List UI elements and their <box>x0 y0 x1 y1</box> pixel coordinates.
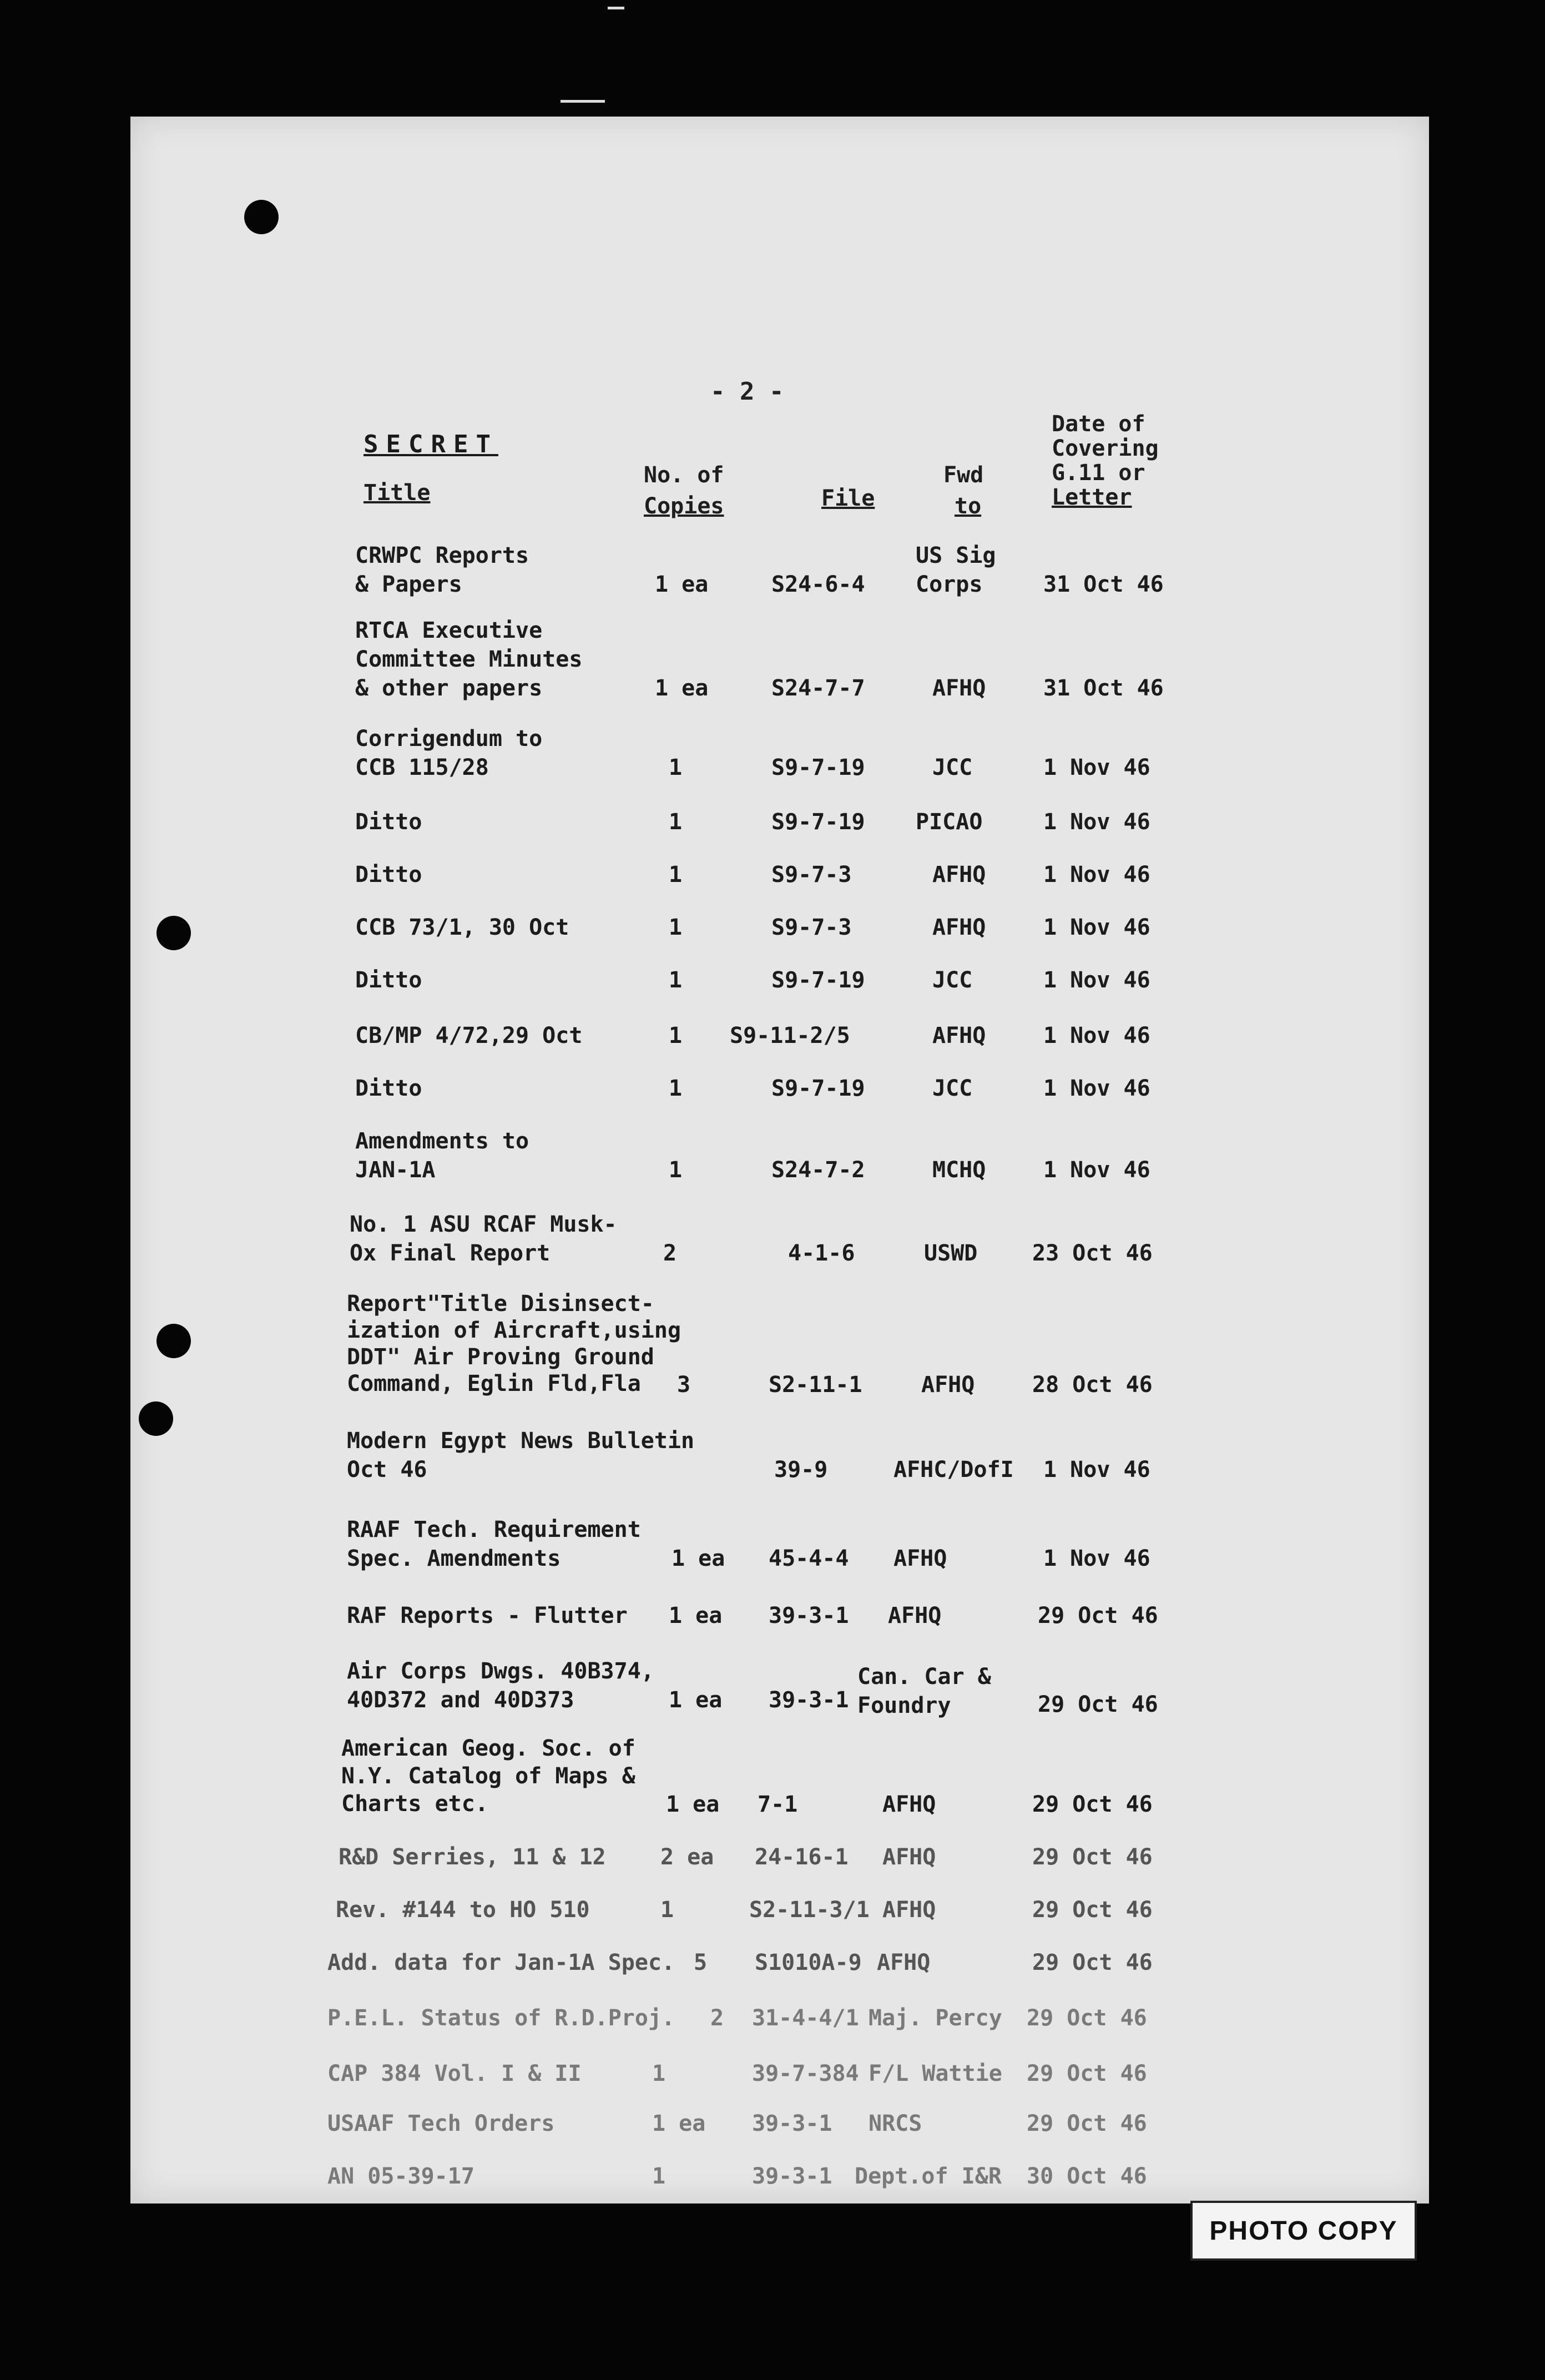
row-copies: 3 <box>677 1372 691 1398</box>
row-date: 1 Nov 46 <box>1043 1157 1150 1183</box>
row-date: 1 Nov 46 <box>1043 809 1150 835</box>
row-file: 45-4-4 <box>769 1546 849 1571</box>
row-date: 1 Nov 46 <box>1043 1457 1150 1483</box>
row-date: 1 Nov 46 <box>1043 755 1150 780</box>
row-date: 29 Oct 46 <box>1032 1897 1153 1923</box>
row-file: S9-7-19 <box>771 755 865 780</box>
header-title-label: Title <box>363 480 431 506</box>
header-title <box>363 477 430 508</box>
row-date: 29 Oct 46 <box>1032 1950 1153 1975</box>
row-date: 31 Oct 46 <box>1043 572 1164 597</box>
row-forwarded-to: JCC <box>932 967 973 993</box>
row-copies: 1 ea <box>671 1546 725 1571</box>
row-file: S24-6-4 <box>771 572 865 597</box>
photocopy-stamp: PHOTO COPY <box>1190 2201 1417 2261</box>
row-file: 4-1-6 <box>788 1241 855 1266</box>
row-file: S9-7-3 <box>771 862 852 888</box>
header-copies <box>644 460 724 522</box>
row-title: Ditto <box>355 967 422 993</box>
row-copies: 1 <box>669 967 683 993</box>
row-forwarded-to: F/L Wattie <box>869 2061 1002 2086</box>
header-file-label: File <box>821 486 875 511</box>
row-title: P.E.L. Status of R.D.Proj. <box>327 2005 675 2031</box>
header-date-line: Date of <box>1052 411 1145 437</box>
row-file: S1010A-9 <box>755 1950 862 1975</box>
row-title: Report"Title Disinsect- ization of Aircraft,using DDT" Air Proving Ground Command, Eglin Fld,Fla <box>347 1291 681 1396</box>
row-date: 1 Nov 46 <box>1043 915 1150 940</box>
row-date: 1 Nov 46 <box>1043 967 1150 993</box>
row-forwarded-to: AFHQ <box>877 1950 931 1975</box>
row-date: 23 Oct 46 <box>1032 1241 1153 1266</box>
header-file <box>821 483 875 514</box>
row-copies: 1 ea <box>669 1687 723 1713</box>
row-title: Ditto <box>355 862 422 888</box>
row-forwarded-to: AFHQ <box>888 1603 942 1628</box>
row-date: 29 Oct 46 <box>1027 2005 1147 2031</box>
row-forwarded-to: JCC <box>932 1076 973 1101</box>
row-file: S2-11-3/1 <box>749 1897 870 1923</box>
row-copies: 1 <box>652 2061 666 2086</box>
punch-hole <box>156 916 191 950</box>
row-title: CRWPC Reports & Papers <box>355 543 529 597</box>
header-fwd-line: Fwd <box>943 462 984 488</box>
row-title: American Geog. Soc. of N.Y. Catalog of Maps & Charts etc. <box>341 1736 635 1817</box>
row-title: Modern Egypt News Bulletin Oct 46 <box>347 1428 695 1483</box>
classification-marking: SECRET <box>363 430 498 458</box>
row-date: 29 Oct 46 <box>1032 1844 1153 1870</box>
row-copies: 1 ea <box>655 675 709 701</box>
row-title: RTCA Executive Committee Minutes & other papers <box>355 618 583 701</box>
row-copies: 1 <box>660 1897 674 1923</box>
row-copies: 1 <box>669 1023 683 1048</box>
row-forwarded-to: AFHQ <box>893 1546 947 1571</box>
row-copies: 1 <box>652 2164 666 2189</box>
row-copies: 1 ea <box>655 572 709 597</box>
row-title: CCB 73/1, 30 Oct <box>355 915 569 940</box>
row-file: S9-7-19 <box>771 1076 865 1101</box>
header-date-line: G.11 or <box>1052 460 1145 486</box>
row-copies: 2 ea <box>660 1844 714 1870</box>
row-title: RAF Reports - Flutter <box>347 1603 628 1628</box>
row-file: S9-7-3 <box>771 915 852 940</box>
punch-hole <box>139 1401 173 1436</box>
row-forwarded-to: AFHQ <box>882 1792 936 1817</box>
row-file: S24-7-7 <box>771 675 865 701</box>
row-title: USAAF Tech Orders <box>327 2111 555 2136</box>
film-scratch <box>608 7 624 9</box>
row-copies: 1 <box>669 1157 683 1183</box>
film-scratch <box>561 100 605 103</box>
header-copies-line: Copies <box>644 493 724 519</box>
row-file: 24-16-1 <box>755 1844 849 1870</box>
row-date: 1 Nov 46 <box>1043 1546 1150 1571</box>
row-file: S9-7-19 <box>771 809 865 835</box>
row-date: 29 Oct 46 <box>1027 2111 1147 2136</box>
row-forwarded-to: MCHQ <box>932 1157 986 1183</box>
header-date <box>1052 412 1159 510</box>
row-forwarded-to: Can. Car & Foundry <box>857 1664 991 1718</box>
row-title: Rev. #144 to HO 510 <box>336 1897 590 1923</box>
row-copies: 1 <box>669 915 683 940</box>
row-date: 30 Oct 46 <box>1027 2164 1147 2189</box>
row-copies: 1 <box>669 755 683 780</box>
row-file: 39-7-384 <box>752 2061 859 2086</box>
header-copies-line: No. of <box>644 462 724 488</box>
row-forwarded-to: AFHQ <box>932 862 986 888</box>
punch-hole <box>156 1324 191 1358</box>
row-copies: 5 <box>694 1950 708 1975</box>
row-file: S9-11-2/5 <box>730 1023 850 1048</box>
row-date: 1 Nov 46 <box>1043 862 1150 888</box>
row-title: Ditto <box>355 809 422 835</box>
row-date: 1 Nov 46 <box>1043 1023 1150 1048</box>
row-title: Corrigendum to CCB 115/28 <box>355 726 543 780</box>
row-file: 39-3-1 <box>752 2111 832 2136</box>
row-copies: 2 <box>710 2005 724 2031</box>
header-fwd-line: to <box>955 493 982 519</box>
row-file: S24-7-2 <box>771 1157 865 1183</box>
punch-hole <box>244 200 279 234</box>
row-title: AN 05-39-17 <box>327 2164 474 2189</box>
row-file: 39-3-1 <box>752 2164 832 2189</box>
row-forwarded-to: AFHQ <box>932 675 986 701</box>
row-file: 39-3-1 <box>769 1687 849 1713</box>
row-copies: 1 ea <box>669 1603 723 1628</box>
row-date: 29 Oct 46 <box>1027 2061 1147 2086</box>
row-title: Air Corps Dwgs. 40B374, 40D372 and 40D373 <box>347 1658 654 1713</box>
row-copies: 1 <box>669 1076 683 1101</box>
row-forwarded-to: NRCS <box>869 2111 922 2136</box>
row-file: S2-11-1 <box>769 1372 862 1398</box>
row-file: 31-4-4/1 <box>752 2005 859 2031</box>
row-forwarded-to: AFHQ <box>882 1897 936 1923</box>
row-forwarded-to: AFHQ <box>921 1372 975 1398</box>
row-title: Add. data for Jan-1A Spec. <box>327 1950 675 1975</box>
row-copies: 1 ea <box>652 2111 706 2136</box>
row-date: 31 Oct 46 <box>1043 675 1164 701</box>
header-date-line: Letter <box>1052 485 1132 510</box>
row-forwarded-to: Maj. Percy <box>869 2005 1002 2031</box>
row-forwarded-to: AFHQ <box>882 1844 936 1870</box>
row-title: R&D Serries, 11 & 12 <box>339 1844 606 1870</box>
row-forwarded-to: Dept.of I&R <box>855 2164 1002 2189</box>
row-forwarded-to: AFHQ <box>932 1023 986 1048</box>
header-fwd <box>943 460 983 522</box>
row-copies: 1 ea <box>666 1792 720 1817</box>
row-forwarded-to: USWD <box>924 1241 978 1266</box>
row-copies: 2 <box>663 1241 677 1266</box>
row-title: Ditto <box>355 1076 422 1101</box>
row-file: 39-3-1 <box>769 1603 849 1628</box>
row-copies: 1 <box>669 862 683 888</box>
row-date: 1 Nov 46 <box>1043 1076 1150 1101</box>
row-file: 39-9 <box>774 1457 828 1483</box>
row-file: 7-1 <box>758 1792 798 1817</box>
page-number: - 2 - <box>710 377 784 406</box>
row-file: S9-7-19 <box>771 967 865 993</box>
header-date-line: Covering <box>1052 436 1159 461</box>
row-title: Amendments to JAN-1A <box>355 1128 529 1183</box>
row-title: CB/MP 4/72,29 Oct <box>355 1023 583 1048</box>
row-forwarded-to: AFHC/DofI <box>893 1457 1014 1483</box>
row-title: RAAF Tech. Requirement Spec. Amendments <box>347 1517 641 1571</box>
row-date: 29 Oct 46 <box>1038 1603 1158 1628</box>
row-copies: 1 <box>669 809 683 835</box>
row-date: 28 Oct 46 <box>1032 1372 1153 1398</box>
row-date: 29 Oct 46 <box>1038 1692 1158 1717</box>
row-title: CAP 384 Vol. I & II <box>327 2061 582 2086</box>
row-title: No. 1 ASU RCAF Musk- Ox Final Report <box>350 1212 617 1266</box>
row-forwarded-to: JCC <box>932 755 973 780</box>
row-date: 29 Oct 46 <box>1032 1792 1153 1817</box>
row-forwarded-to: US Sig Corps <box>916 543 996 597</box>
row-forwarded-to: PICAO <box>916 809 983 835</box>
row-forwarded-to: AFHQ <box>932 915 986 940</box>
